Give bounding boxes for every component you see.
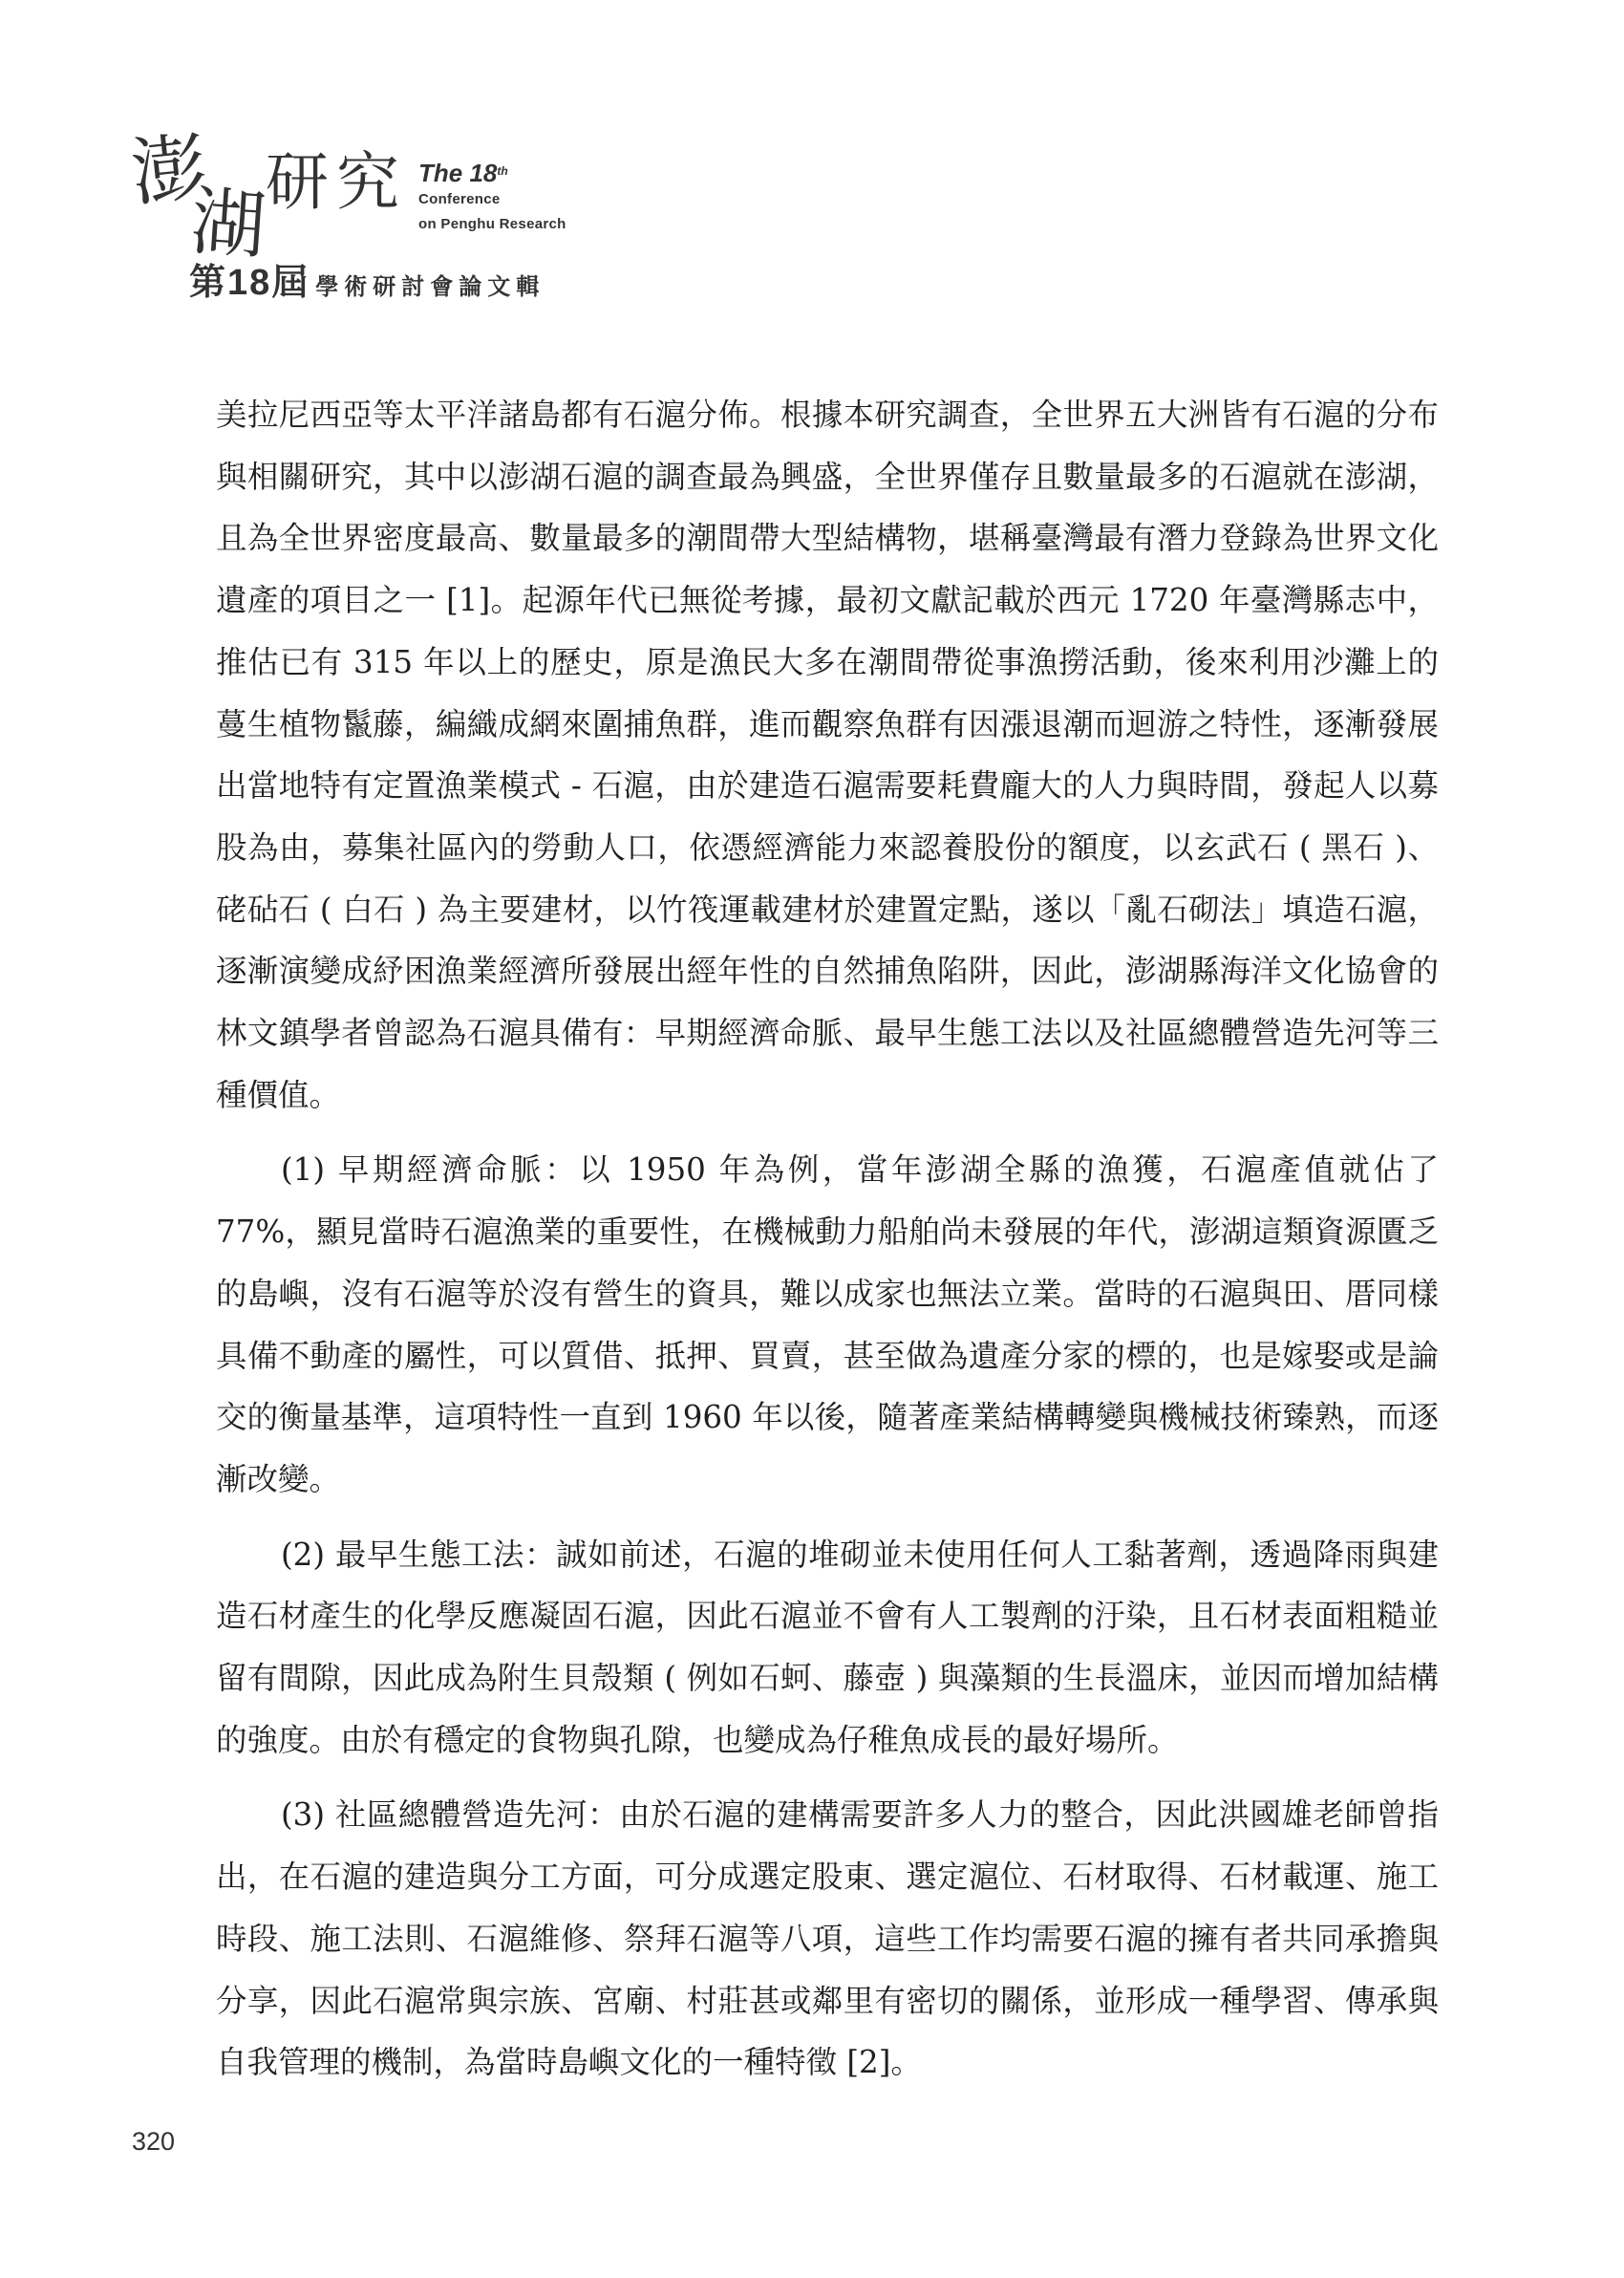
page-number: 320 (132, 2127, 176, 2156)
english-title-line-1 (418, 159, 566, 187)
body-paragraph-2: (1) 早期經濟命脈：以 1950 年為例，當年澎湖全縣的漁獲，石滬產值就佔了 77%，顯見當時石滬漁業的重要性，在機械動力船舶尚未發展的年代，澎湖這類資源匱乏的島嶼，沒有石滬等於沒有營生的資具，難以成家也無法立業。當時的石滬與田、厝同樣具備不動產的屬性，可以質借、抵押、買賣，甚至做為遺產分家的標的，也是嫁娶或是論交的衡量基準，這項特性一直到 1960 年以後，隨著產業結構轉變與機械技術臻熟，而逐漸改變。 (216, 1151, 1439, 1497)
journal-subtitle (189, 252, 545, 305)
body-paragraph-4: (3) 社區總體營造先河：由於石滬的建構需要許多人力的整合，因此洪國雄老師曾指出，在石滬的建造與分工方面，可分成選定股東、選定滬位、石材取得、石材載運、施工時段、施工法則、石滬維修、祭拜石滬等八項，這些工作均需要石滬的擁有者共同承擔與分享，因此石滬常與宗族、宮廟、村莊甚或鄰里有密切的關係，並形成一種學習、傳承與自我管理的機制，為當時島嶼文化的一種特徵 [2]。 (216, 1796, 1439, 2081)
brand-char-1: 澎 (127, 124, 211, 218)
english-title-ordinal: th (497, 164, 508, 178)
journal-header (127, 124, 743, 306)
article-body (216, 384, 1439, 2094)
body-paragraph-1: 美拉尼西亞等太平洋諸島都有石滬分佈。根據本研究調查，全世界五大洲皆有石滬的分布與相關研究，其中以澎湖石滬的調查最為興盛，全世界僅存且數量最多的石滬就在澎湖，且為全世界密度最高、數量最多的潮間帶大型結構物，堪稱臺灣最有潛力登錄為世界文化遺產的項目之一 [1]。起源年代已無從考據，最初文獻記載於西元 1720 年臺灣縣志中，推估已有 315 年以上的歷史，原是漁民大多在潮間帶從事漁撈活動，後來利用沙灘上的蔓生植物鬣藤，編織成網來圍捕魚群，進而觀察魚群有因漲退潮而迴游之特性，逐漸發展出當地特有定置漁業模式 - 石滬，由於建造石滬需要耗費龐大的人力與時間，發起人以募股為由，募集社區內的勞動人口，依憑經濟能力來認養股份的額度，以玄武石 ( 黑石 )、硓砧石 ( 白石 ) 為主要建材，以竹筏運載建材於建置定點，遂以「亂石砌法」填造石滬，逐漸演變成紓困漁業經濟所發展出經年性的自然捕魚陷阱，因此，澎湖縣海洋文化協會的林文鎮學者曾認為石滬具備有：早期經濟命脈、最早生態工法以及社區總體營造先河等三種價值。 (216, 397, 1439, 1113)
journal-edition: 第18屆 (189, 263, 310, 303)
journal-english-title (418, 159, 566, 237)
journal-series-name: 學術研討會論文輯 (315, 274, 545, 300)
body-paragraph-3: (2) 最早生態工法：誠如前述，石滬的堆砌並未使用任何人工黏著劑，透過降雨與建造石材產生的化學反應凝固石滬，因此石滬並不會有人工製劑的汙染，且石材表面粗糙並留有間隙，因此成為附生貝殼類 ( 例如石蚵、藤壺 ) 與藻類的生長溫床，並因而增加結構的強度。由於有穩定的食物與孔隙，也變成為仔稚魚成長的最好場所。 (216, 1536, 1439, 1758)
english-title-line-3: on Penghu Research (418, 216, 566, 232)
english-title-edition: The 18 (418, 159, 498, 187)
english-title-line-2: Conference (418, 191, 501, 207)
brand-char-3: 研 (266, 145, 329, 219)
brand-char-2: 湖 (187, 179, 269, 270)
brand-char-4: 究 (336, 145, 399, 219)
